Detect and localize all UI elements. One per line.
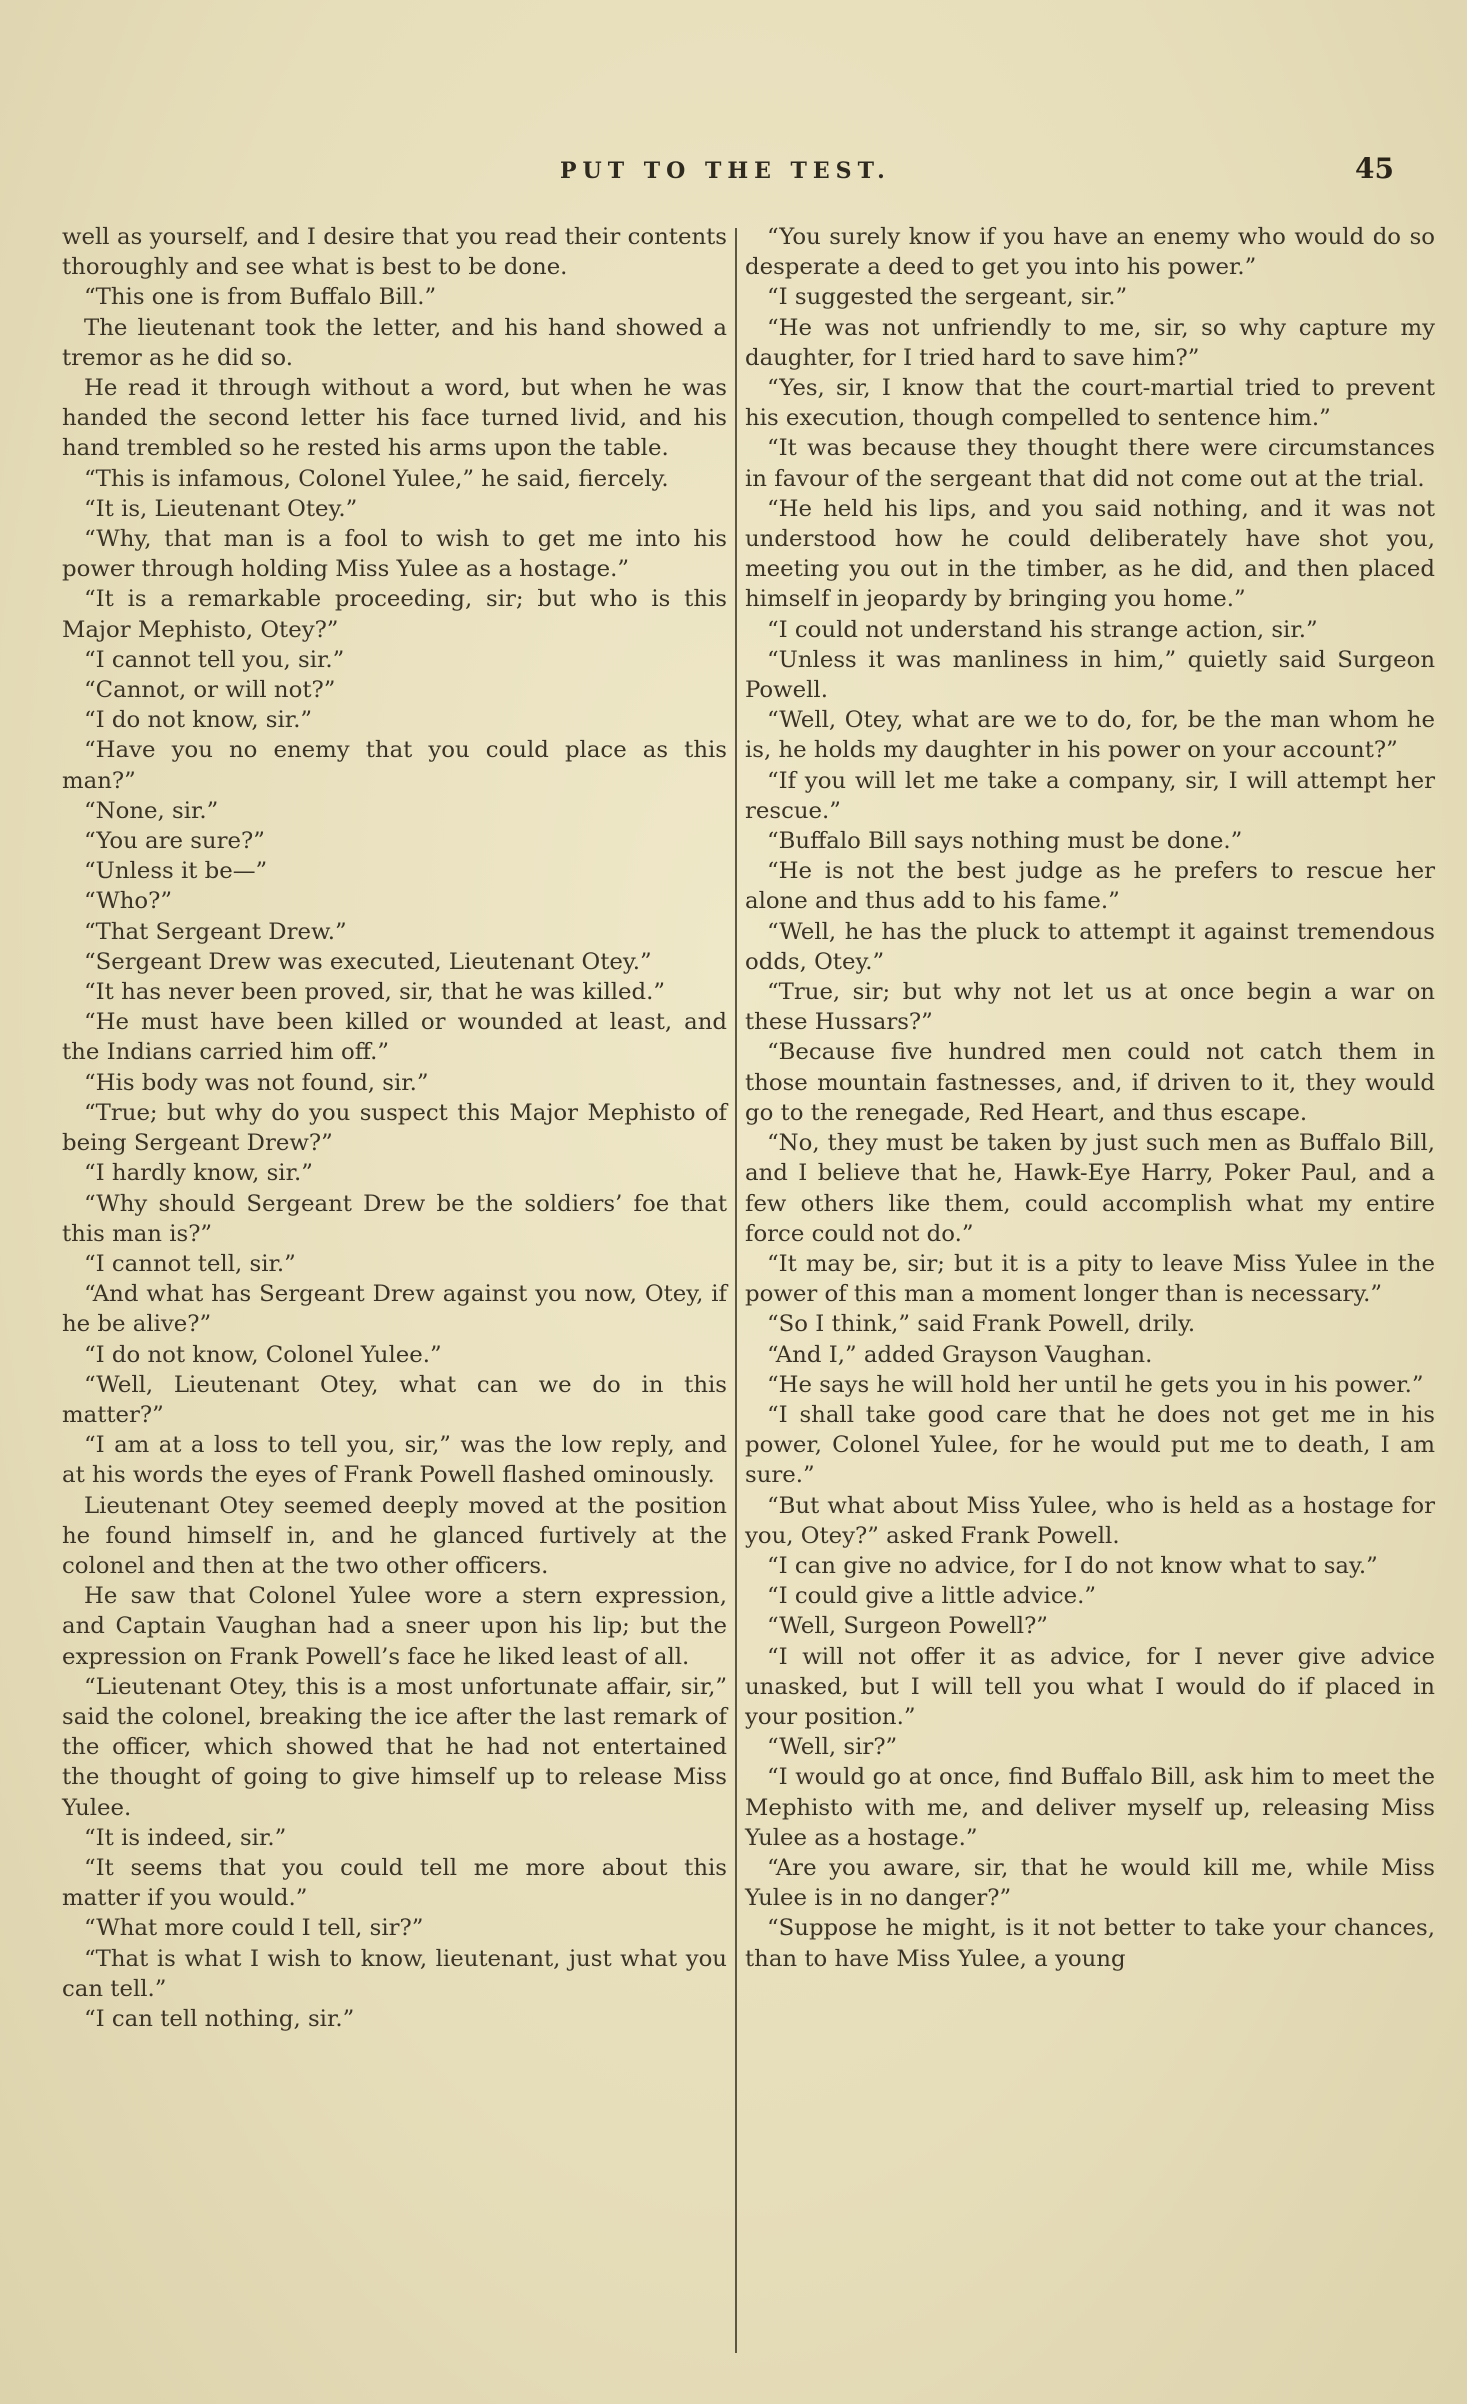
paragraph: “It seems that you could tell me more about this matter if you would.”: [62, 1854, 727, 1912]
paragraph: “I am at a loss to tell you, sir,” was the low reply, and at his words the eyes of Frank Powell flashed ominously.: [62, 1432, 727, 1489]
paragraph: “His body was not found, sir.”: [84, 1069, 429, 1096]
page-number: 45: [1355, 152, 1394, 185]
paragraph: “It may be, sir; but it is a pity to leave Miss Yulee in the power of this man a moment longer than is necessary.”: [745, 1250, 1435, 1308]
paragraph: “He is not the best judge as he prefers to rescue her alone and thus add to his fame.”: [745, 858, 1435, 915]
paragraph: “Well, Surgeon Powell?”: [767, 1613, 1048, 1640]
paragraph: “Suppose he might, is it not better to take your chances, than to have Miss Yulee, a young: [745, 1915, 1435, 1972]
paragraph: “Why, that man is a fool to wish to get me into his power through holding Miss Yulee as a hostage.”: [62, 526, 727, 583]
paragraph: “Are you aware, sir, that he would kill me, while Miss Yulee is in no danger?”: [745, 1854, 1435, 1912]
paragraph: “I cannot tell you, sir.”: [84, 646, 345, 673]
paragraph: “I hardly know, sir.”: [84, 1160, 313, 1187]
paragraph: “Lieutenant Otey, this is a most unfortunate affair, sir,” said the colonel, breaking the ice after the last remark of the officer, which showed that he had not entertained the thought of going to give himself up to release Miss Yulee.: [62, 1673, 727, 1821]
paragraph: “I will not offer it as advice, for I never give advice unasked, but I will tell you what I would do if placed in your position.”: [745, 1643, 1435, 1730]
paragraph: “Well, Otey, what are we to do, for, be the man whom he is, he holds my daughter in his power on your account?”: [745, 707, 1435, 764]
paragraph: “If you will let me take a company, sir, I will attempt her rescue.”: [745, 767, 1435, 824]
paragraph: “It has never been proved, sir, that he was killed.”: [84, 979, 666, 1006]
paragraph: “This is infamous, Colonel Yulee,” he said, fiercely.: [84, 465, 669, 492]
paragraph: “Yes, sir, I know that the court-martial tried to prevent his execution, though compelled to sentence him.”: [745, 375, 1435, 432]
paragraph: “I can tell nothing, sir.”: [84, 2005, 355, 2032]
paragraph: Lieutenant Otey seemed deeply moved at the position he found himself in, and he glanced furtively at the colonel and then at the two other officers.: [62, 1492, 727, 1579]
paragraph: “Because five hundred men could not catch them in those mountain fastnesses, and, if driven to it, they would go to the renegade, Red Heart, and thus escape.: [745, 1039, 1435, 1126]
left-column: [62, 222, 727, 2034]
paragraph: “That Sergeant Drew.”: [84, 918, 347, 945]
paragraph: “Cannot, or will not?”: [84, 677, 336, 704]
paragraph: “He says he will hold her until he gets you in his power.”: [767, 1371, 1424, 1398]
paragraph: He saw that Colonel Yulee wore a stern expression, and Captain Vaughan had a sneer upon his lip; but the expression on Frank Powell’s face he liked least of all.: [62, 1583, 727, 1670]
running-title: PUT TO THE TEST.: [560, 158, 891, 184]
running-header: [0, 150, 1467, 190]
paragraph: “And I,” added Grayson Vaughan.: [767, 1341, 1153, 1368]
paragraph: “It is, Lieutenant Otey.”: [84, 495, 358, 522]
paragraph: “Sergeant Drew was executed, Lieutenant Otey.”: [84, 948, 652, 975]
paragraph: “Unless it was manliness in him,” quietly said Surgeon Powell.: [745, 646, 1435, 704]
paragraph: “True, sir; but why not let us at once begin a war on these Hussars?”: [745, 979, 1435, 1036]
paragraph: “I suggested the sergeant, sir.”: [767, 284, 1128, 311]
paragraph: “This one is from Buffalo Bill.”: [84, 284, 437, 311]
paragraph: “I could give a little advice.”: [767, 1583, 1096, 1610]
paragraph: “I could not understand his strange action, sir.”: [767, 616, 1318, 643]
paragraph: “I cannot tell, sir.”: [84, 1250, 296, 1277]
paragraph: “It was because they thought there were circumstances in favour of the sergeant that did not come out at the trial.: [745, 435, 1435, 492]
paragraph: “None, sir.”: [84, 797, 219, 824]
paragraph: “Who?”: [84, 888, 173, 915]
paragraph: “It is indeed, sir.”: [84, 1824, 287, 1851]
paragraph: “And what has Sergeant Drew against you now, Otey, if he be alive?”: [62, 1281, 727, 1338]
paragraph: “What more could I tell, sir?”: [84, 1915, 424, 1942]
paragraph: The lieutenant took the letter, and his hand showed a tremor as he did so.: [62, 314, 727, 371]
paragraph: “You are sure?”: [84, 828, 265, 855]
paragraph: He read it through without a word, but when he was handed the second letter his face turned livid, and his hand trembled so he rested his arms upon the table.: [62, 375, 727, 462]
paragraph: “I would go at once, find Buffalo Bill, ask him to meet the Mephisto with me, and deliver myself up, releasing Miss Yulee as a hostage.”: [745, 1764, 1435, 1851]
paragraph: “Well, he has the pluck to attempt it against tremendous odds, Otey.”: [745, 918, 1435, 975]
paragraph: “No, they must be taken by just such men as Buffalo Bill, and I believe that he, Hawk-Eye Harry, Poker Paul, and a few others like them, could accomplish what my entire force could not do.”: [745, 1130, 1435, 1247]
paragraph: “He must have been killed or wounded at least, and the Indians carried him off.”: [62, 1009, 727, 1066]
paragraph: “Well, sir?”: [767, 1734, 898, 1761]
paragraph: “You surely know if you have an enemy who would do so desperate a deed to get you into his power.”: [745, 224, 1435, 281]
column-divider: [735, 228, 737, 2353]
paragraph: “I shall take good care that he does not get me in his power, Colonel Yulee, for he would put me to death, I am sure.”: [745, 1401, 1435, 1489]
paragraph: “Have you no enemy that you could place as this man?”: [62, 737, 727, 794]
paragraph: “Buffalo Bill says nothing must be done.”: [767, 828, 1243, 855]
paragraph: “Unless it be—”: [84, 858, 268, 885]
paragraph: “True; but why do you suspect this Major Mephisto of being Sergeant Drew?”: [62, 1099, 727, 1157]
right-column: [745, 222, 1435, 1974]
paragraph: “That is what I wish to know, lieutenant, just what you can tell.”: [62, 1945, 727, 2002]
paragraph: “Why should Sergeant Drew be the soldiers’ foe that this man is?”: [62, 1190, 727, 1247]
paragraph: “So I think,” said Frank Powell, drily.: [767, 1311, 1196, 1338]
paragraph: “I do not know, sir.”: [84, 707, 313, 734]
paragraph: well as yourself, and I desire that you read their contents thoroughly and see what is best to be done.: [62, 224, 727, 281]
paragraph: “He was not unfriendly to me, sir, so why capture my daughter, for I tried hard to save him?”: [745, 314, 1435, 371]
paragraph: “Well, Lieutenant Otey, what can we do in this matter?”: [62, 1371, 727, 1428]
paragraph: “It is a remarkable proceeding, sir; but who is this Major Mephisto, Otey?”: [62, 586, 727, 643]
paragraph: “But what about Miss Yulee, who is held as a hostage for you, Otey?” asked Frank Powell.: [745, 1492, 1435, 1549]
paragraph: “I can give no advice, for I do not know what to say.”: [767, 1552, 1378, 1579]
paragraph: “I do not know, Colonel Yulee.”: [84, 1341, 442, 1368]
paragraph: “He held his lips, and you said nothing, and it was not understood how he could deliberately have shot you, meeting you out in the timber, as he did, and then placed himself in jeopardy by bringing you home.”: [745, 495, 1435, 613]
